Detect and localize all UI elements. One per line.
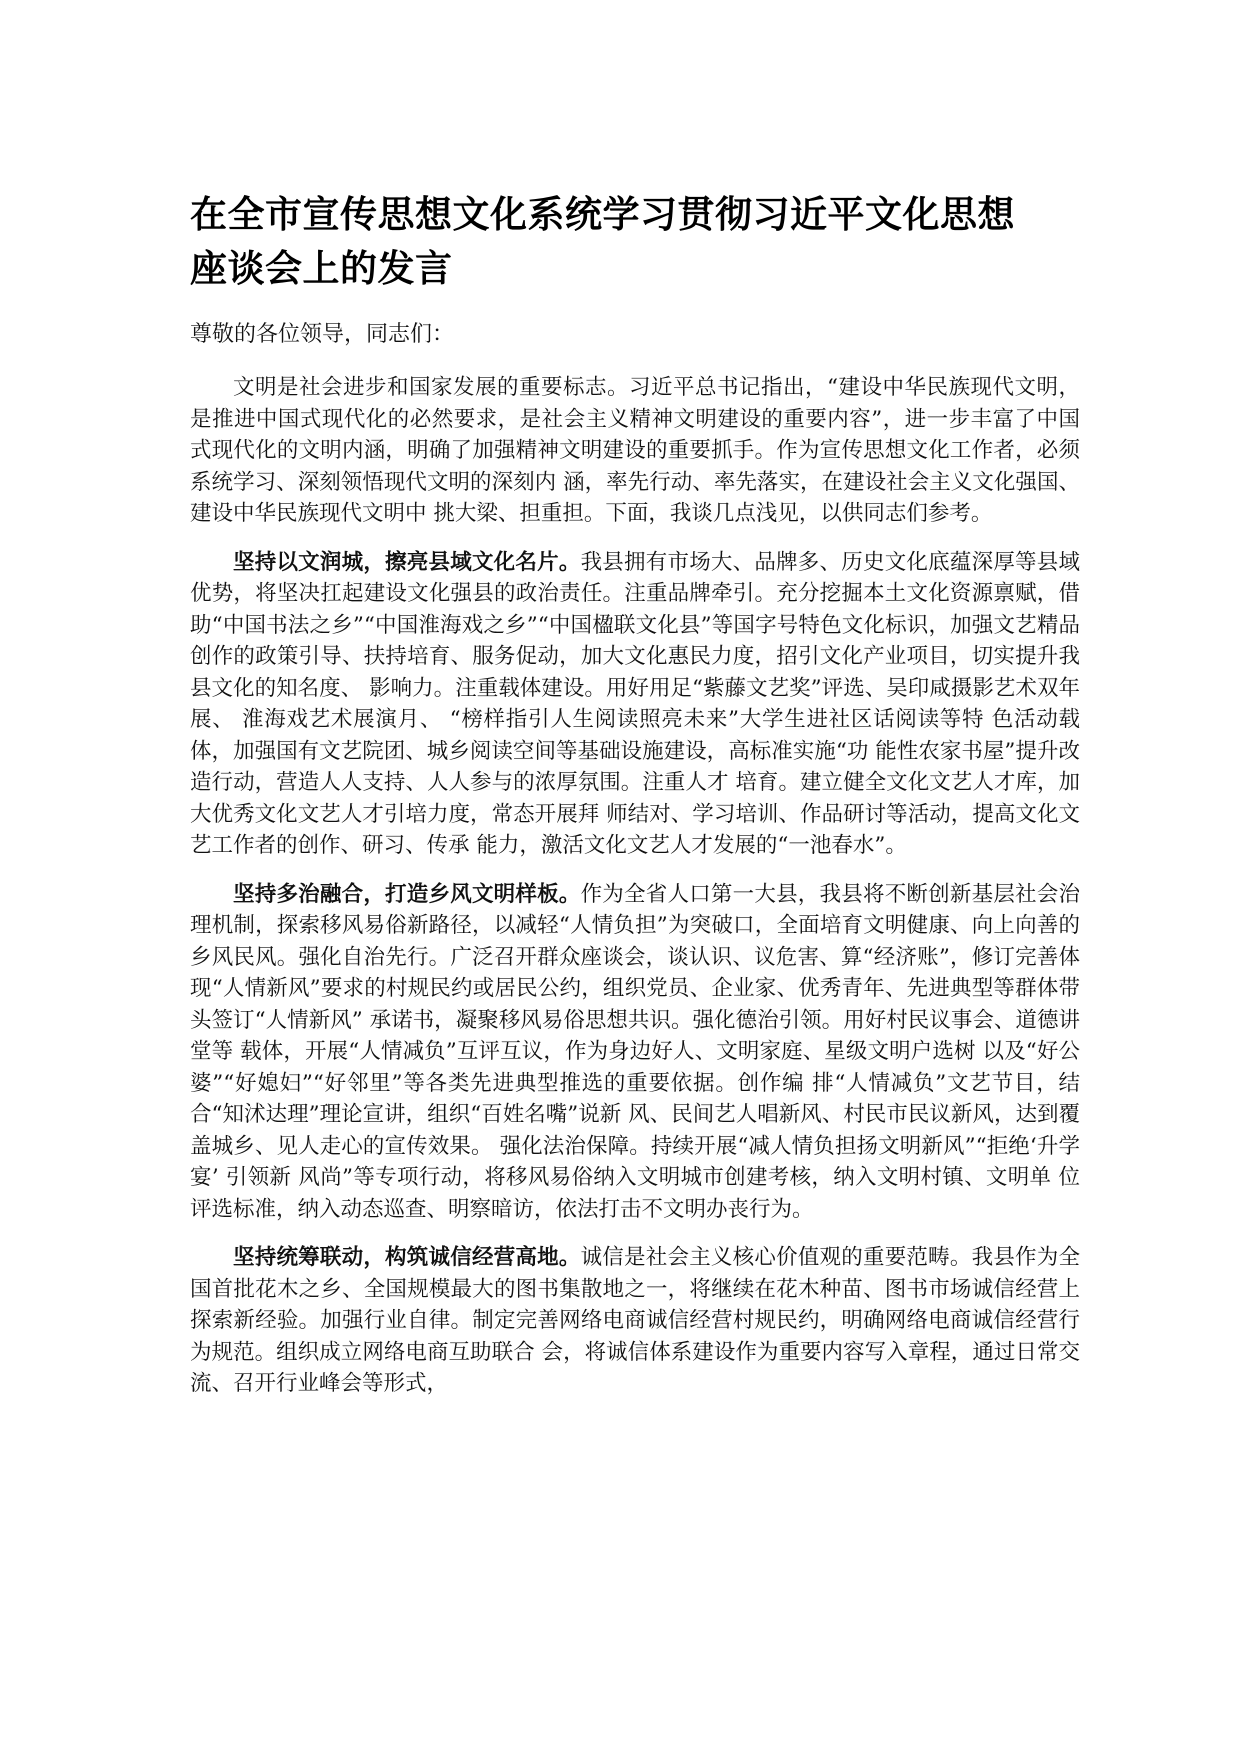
title-line-2: 座谈会上的发言	[190, 247, 453, 290]
paragraph-lead-heading: 坚持多治融合，打造乡风文明样板。	[233, 881, 581, 907]
paragraph-lead-heading: 坚持统筹联动，构筑诚信经营高地。	[233, 1245, 581, 1270]
paragraph-rural-civility	[190, 879, 1080, 1226]
paragraph-integrity	[190, 1242, 1080, 1400]
title-line-1: 在全市宣传思想文化系统学习贯彻习近平文化思想	[190, 193, 1015, 236]
paragraph-intro	[190, 372, 1080, 530]
salutation: 尊敬的各位领导，同志们：	[190, 322, 455, 347]
paragraph-culture	[190, 547, 1080, 862]
paragraph-lead-heading: 坚持以文润城，擦亮县域文化名片。	[233, 549, 581, 575]
document-body	[190, 188, 1080, 1417]
paragraph-text: 我县拥有市场大、品牌多、历史文化底蕴深厚等县域优势，将坚决扛起建设文化强县的政治责任。注重品牌牵引。充分挖掘本土文化资源禀赋，借助“中国书法之乡”“中国淮海戏之乡”“中国楹联文化县”等国字号特色文化标识，加强文艺精品创作的政策引导、扶持培育、服务促动，加大文化惠民力度，招引文化产业项目，切实提升我县文化的知名度、 影响力。注重载体建设。用好用足“紫藤文艺奖”评选、吴印咸摄影艺术双年展、 淮海戏艺术展演月、 “榜样指引人生阅读照亮未来”大学生进社区话阅读等特 色活动载体，加强国有文艺院团、城乡阅读空间等基础设施建设，高标准实施“功 能性农家书屋”提升改造行动，营造人人支持、人人参与的浓厚氛围。注重人才 培育。建立健全文化文艺人才库，加大优秀文化文艺人才引培力度，常态开展拜 师结对、学习培训、作品研讨等活动，提高文化文艺工作者的创作、研习、传承 能力，激活文化文艺人才发展的“一池春水”。	[190, 549, 1080, 858]
paragraph-text: 文明是社会进步和国家发展的重要标志。习近平总书记指出，“建设中华民族现代文明，是推进中国式现代化的必然要求，是社会主义精神文明建设的重要内容”，进一步丰富了中国式现代化的文明内涵，明确了加强精神文明建设的重要抓手。作为宣传思想文化工作者，必须系统学习、深刻领悟现代文明的深刻内 涵，率先行动、率先落实，在建设社会主义文化强国、建设中华民族现代文明中 挑大梁、担重担。下面，我谈几点浅见，以供同志们参考。	[190, 375, 1080, 526]
paragraph-text: 诚信是社会主义核心价值观的重要范畴。我县作为全国首批花木之乡、全国规模最大的图书集散地之一，将继续在花木种苗、图书市场诚信经营上探索新经验。加强行业自律。制定完善网络电商诚信经营村规民约，明确网络电商诚信经营行为规范。组织成立网络电商互助联合 会，将诚信体系建设作为重要内容写入章程，通过日常交流、召开行业峰会等形式，	[190, 1245, 1080, 1396]
paragraph-text: 作为全省人口第一大县，我县将不断创新基层社会治理机制，探索移风易俗新路径，以减轻“人情负担”为突破口，全面培育文明健康、向上向善的乡风民风。强化自治先行。广泛召开群众座谈会，谈认识、议危害、算“经济账”，修订完善体现“人情新风”要求的村规民约或居民公约，组织党员、企业家、优秀青年、先进典型等群体带头签订“人情新风” 承诺书，凝聚移风易俗思想共识。强化德治引领。用好村民议事会、道德讲堂等 载体，开展“人情减负”互评互议，作为身边好人、文明家庭、星级文明户选树 以及“好公婆”“好媳妇”“好邻里”等各类先进典型推选的重要依据。创作编 排“人情减负”文艺节目，结合“知沭达理”理论宣讲，组织“百姓名嘴”说新 风、民间艺人唱新风、村民市民议新风，达到覆盖城乡、见人走心的宣传效果。 强化法治保障。持续开展“减人情负担扬文明新风”“拒绝‘升学宴’ 引领新 风尚”等专项行动，将移风易俗纳入文明城市创建考核，纳入文明村镇、文明单 位评选标准，纳入动态巡查、明察暗访，依法打击不文明办丧行为。	[190, 881, 1080, 1222]
document-title	[190, 188, 1080, 296]
